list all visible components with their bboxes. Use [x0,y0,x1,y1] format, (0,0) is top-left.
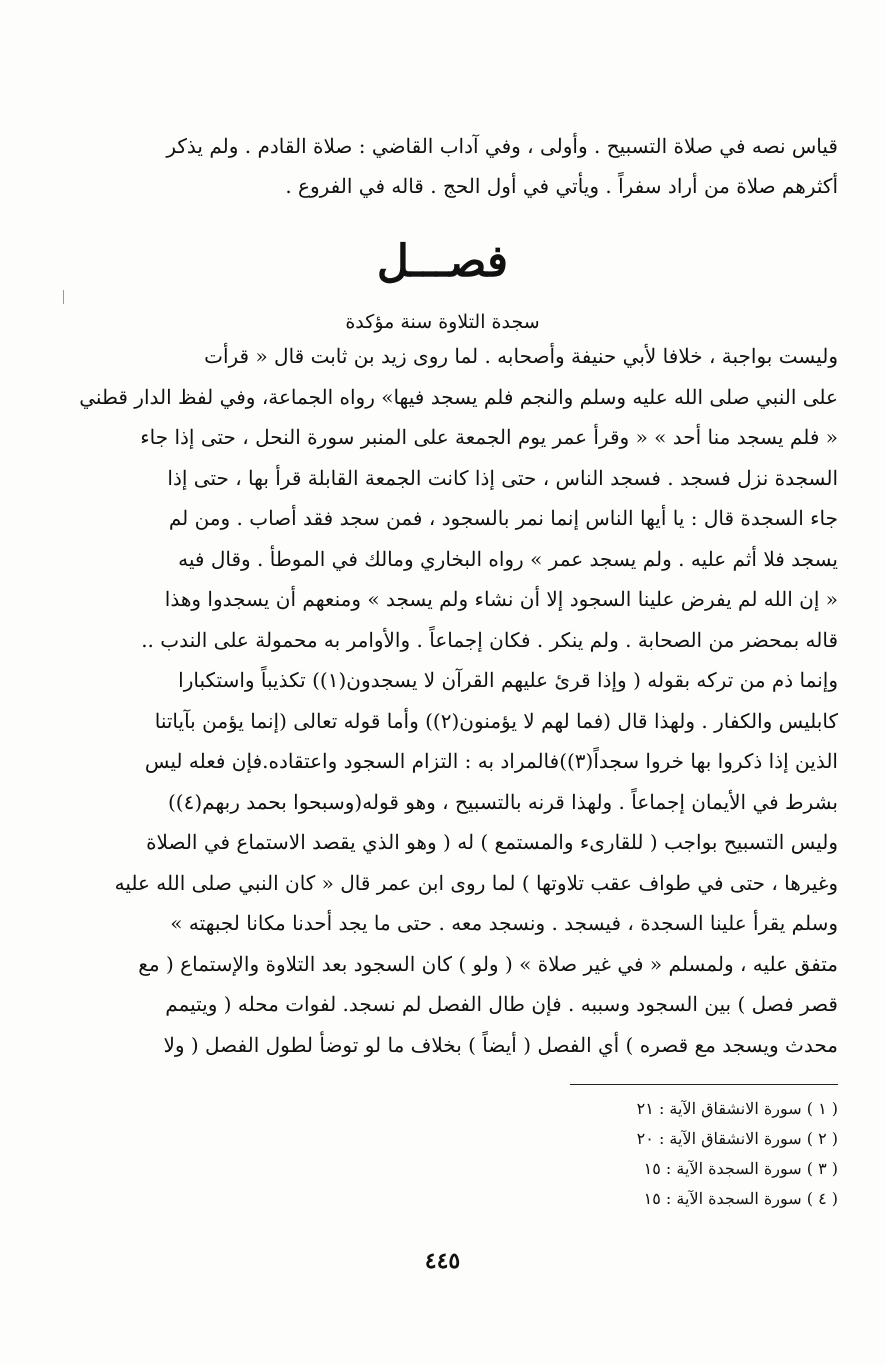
text-line: وليست بواجبة ، خلافا لأبي حنيفة وأصحابه . لما روى زيد بن ثابت قال « قرأت [204,344,838,368]
body-paragraph [72,336,838,1065]
footnote: ( ٤ ) سورة السجدة الآية : ١٥ [643,1189,838,1208]
text-line: يسجد فلا أثم عليه . ولم يسجد عمر » رواه البخاري ومالك في الموطأ . وقال فيه [178,546,838,571]
text-line: قصر فصل ) بين السجود وسببه . فإن طال الفصل لم نسجد. لفوات محله ( ويتيمم [165,992,838,1016]
intro-paragraph [72,126,838,206]
text-line: كابليس والكفار . ولهذا قال (فما لهم لا يؤمنون(٢)) وأما قوله تعالى (إنما يؤمن بآياتنا [154,708,838,733]
footnote-divider [570,1084,838,1085]
text-line: وإنما ذم من تركه بقوله ( وإذا قرئ عليهم القرآن لا يسجدون(١)) تكذيباً واستكبارا [178,668,838,692]
text-line: وسلم يقرأ علينا السجدة ، فيسجد . ونسجد معه . حتى ما يجد أحدنا مكانا لجبهته » [170,911,838,935]
page-number: ٤٤٥ [424,1248,461,1274]
footnote: ( ٣ ) سورة السجدة الآية : ١٥ [643,1159,838,1178]
text-line: « إن الله لم يفرض علينا السجود إلا أن نشاء ولم يسجد » ومنعهم أن يسجدوا وهذا [164,587,838,611]
text-line: محدث ويسجد مع قصره ) أي الفصل ( أيضاً ) بخلاف ما لو توضأ لطول الفصل ( ولا [163,1032,838,1057]
text-line: قاله بمحضر من الصحابة . ولم ينكر . فكان إجماعاً . والأوامر به محمولة على الندب .. [141,627,838,652]
text-line: الذين إذا ذكروا بها خروا سجداً(٣))فالمراد به : التزام السجود واعتقاده.فإن فعله ليس [144,749,838,773]
text-line: جاء السجدة قال : يا أيها الناس إنما نمر بالسجود ، فمن سجد فقد أصاب . ومن لم [168,506,838,530]
text-line: وليس التسبيح بواجب ( للقارىء والمستمع ) له ( وهو الذي يقصد الاستماع في الصلاة [146,830,838,854]
text-line: متفق عليه ، ولمسلم « في غير صلاة » ( ولو ) كان السجود بعد التلاوة والإستماع ( مع [138,951,838,976]
text-line: « فلم يسجد منا أحد » « وقرأ عمر يوم الجمعة على المنبر سورة النحل ، حتى إذا جاء [140,425,838,449]
margin-mark [63,290,64,304]
footnotes [500,1094,838,1214]
text-line: السجدة نزل فسجد . فسجد الناس ، حتى إذا كانت الجمعة القابلة قرأ بها ، حتى إذا [167,465,838,490]
footnote: ( ٢ ) سورة الانشقاق الآية : ٢٠ [636,1129,838,1148]
text-line: على النبي صلى الله عليه وسلم والنجم فلم يسجد فيها» رواه الجماعة، وفي لفظ الدار قطني [79,384,838,409]
footnote: ( ١ ) سورة الانشقاق الآية : ٢١ [636,1099,838,1118]
section-subheading: سجدة التلاوة سنة مؤكدة [345,311,540,333]
text-line: بشرط في الأيمان إجماعاً . ولهذا قرنه بالتسبيح ، وهو قوله(وسبحوا بحمد ربهم(٤)) [167,789,838,814]
section-heading: فصـــل [376,236,509,287]
text-line: أكثرهم صلاة من أراد سفراً . ويأتي في أول الحج . قاله في الفروع . [285,174,838,198]
text-line: وغيرها ، حتى في طواف عقب تلاوتها ) لما روى ابن عمر قال « كان النبي صلى الله عليه [114,870,838,895]
text-line: قياس نصه في صلاة التسبيح . وأولى ، وفي آداب القاضي : صلاة القادم . ولم يذكر [166,134,838,158]
